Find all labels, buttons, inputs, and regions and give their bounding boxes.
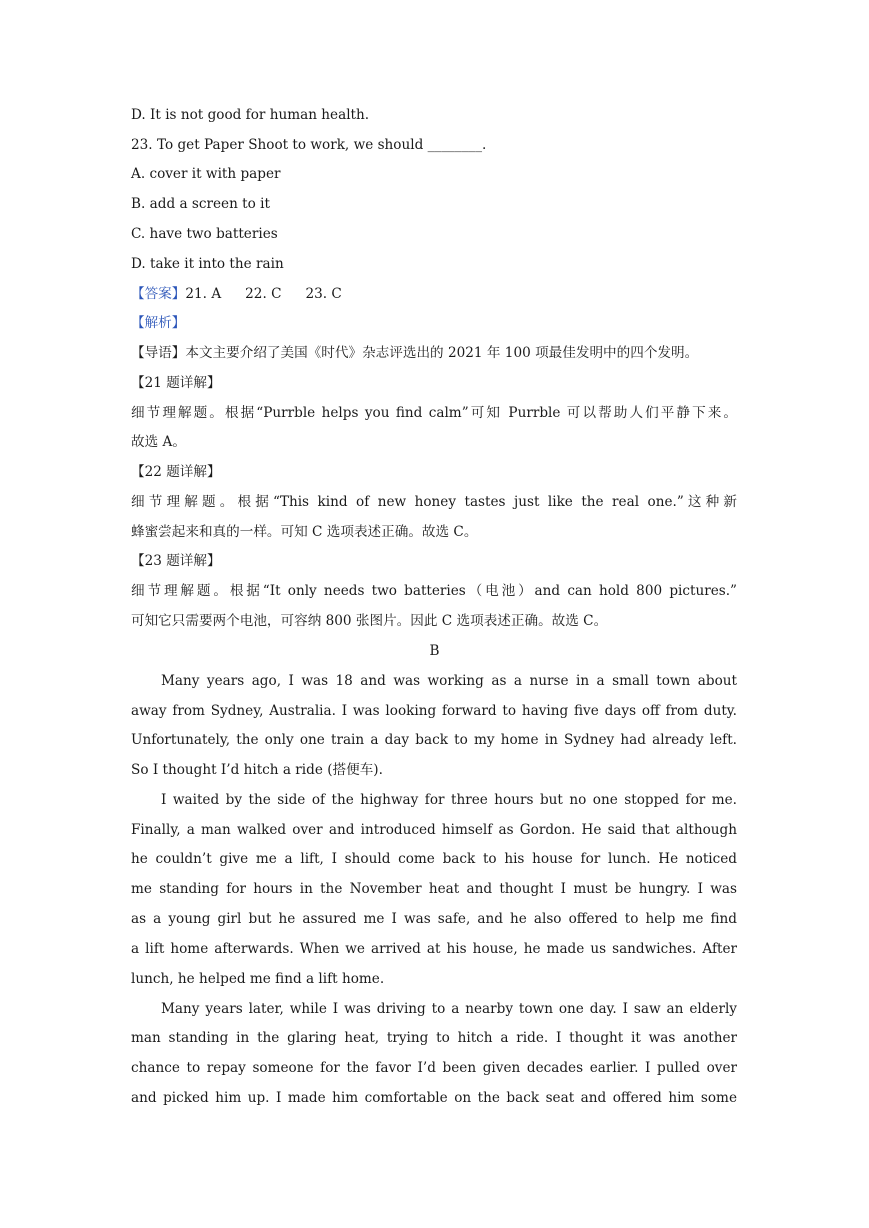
passage-p1-line: away from Sydney, Australia. I was looking forward to having five days off from duty.: [131, 703, 737, 719]
guide-line: [131, 343, 737, 363]
answer-21: 21. A: [185, 286, 222, 302]
q21-detail-line1: 细节理解题。根据“Purrble helps you find calm”可知 Purrble 可以帮助人们平静下来。: [131, 405, 737, 421]
q23-stem: 23. To get Paper Shoot to work, we should ________.: [131, 137, 487, 153]
answer-22: 22. C: [245, 286, 282, 302]
passage-p3-line: chance to repay someone for the favor I’d been given decades earlier. I pulled over: [131, 1060, 737, 1076]
q23-detail-line1: 细节理解题。根据“It only needs two batteries（电池）and can hold 800 pictures.”: [131, 583, 737, 599]
q22-option-d: D. It is not good for human health.: [131, 107, 370, 123]
passage-p2-line: he couldn’t give me a lift, I should come back to his house for lunch. He noticed: [131, 851, 737, 867]
passage-p2-line: me standing for hours in the November heat and thought I must be hungry. I was: [131, 881, 737, 897]
passage-p2-line: lunch, he helped me find a lift home.: [131, 971, 385, 987]
q23-option-d: D. take it into the rain: [131, 256, 284, 272]
guide-text: 本文主要介绍了美国《时代》杂志评选出的 2021 年 100 项最佳发明中的四个发明。: [185, 345, 699, 361]
analysis-label: 【解析】: [131, 315, 186, 331]
q23-option-b: B. add a screen to it: [131, 196, 270, 212]
q21-detail-line2: 故选 A。: [131, 434, 186, 450]
q21-detail-heading: 【21 题详解】: [131, 375, 221, 391]
passage-p1-line: Unfortunately, the only one train a day back to my home in Sydney had already left.: [131, 732, 737, 748]
q22-detail-heading: 【22 题详解】: [131, 464, 221, 480]
passage-p3-line: man standing in the glaring heat, trying to hitch a ride. I thought it was another: [131, 1030, 737, 1046]
q23-detail-line2: 可知它只需要两个电池，可容纳 800 张图片。因此 C 选项表述正确。故选 C。: [131, 613, 608, 629]
passage-p1-line: Many years ago, I was 18 and was working as a nurse in a small town about: [161, 673, 737, 689]
answer-23: 23. C: [305, 286, 342, 302]
passage-p3-line: and picked him up. I made him comfortable on the back seat and offered him some: [131, 1090, 737, 1106]
q23-option-a: A. cover it with paper: [131, 166, 281, 182]
q23-option-c: C. have two batteries: [131, 226, 278, 242]
q23-detail-heading: 【23 题详解】: [131, 553, 221, 569]
q22-detail-line2: 蜂蜜尝起来和真的一样。可知 C 选项表述正确。故选 C。: [131, 524, 478, 540]
passage-p2-line: as a young girl but he assured me I was safe, and he also offered to help me find: [131, 911, 737, 927]
passage-p1-line: So I thought I’d hitch a ride (搭便车).: [131, 762, 383, 778]
passage-p2-line: a lift home afterwards. When we arrived at his house, he made us sandwiches. After: [131, 941, 737, 957]
section-b-heading: B: [429, 643, 440, 659]
q22-detail-line1: 细节理解题。根据“This kind of new honey tastes just like the real one.”这种新: [131, 494, 737, 510]
answer-line: [131, 284, 737, 304]
passage-p3-line: Many years later, while I was driving to a nearby town one day. I saw an elderly: [161, 1001, 737, 1017]
answer-label: 【答案】: [131, 286, 186, 302]
guide-label: 【导语】: [131, 345, 186, 361]
passage-p2-line: I waited by the side of the highway for three hours but no one stopped for me.: [161, 792, 737, 808]
passage-p2-line: Finally, a man walked over and introduced himself as Gordon. He said that although: [131, 822, 737, 838]
